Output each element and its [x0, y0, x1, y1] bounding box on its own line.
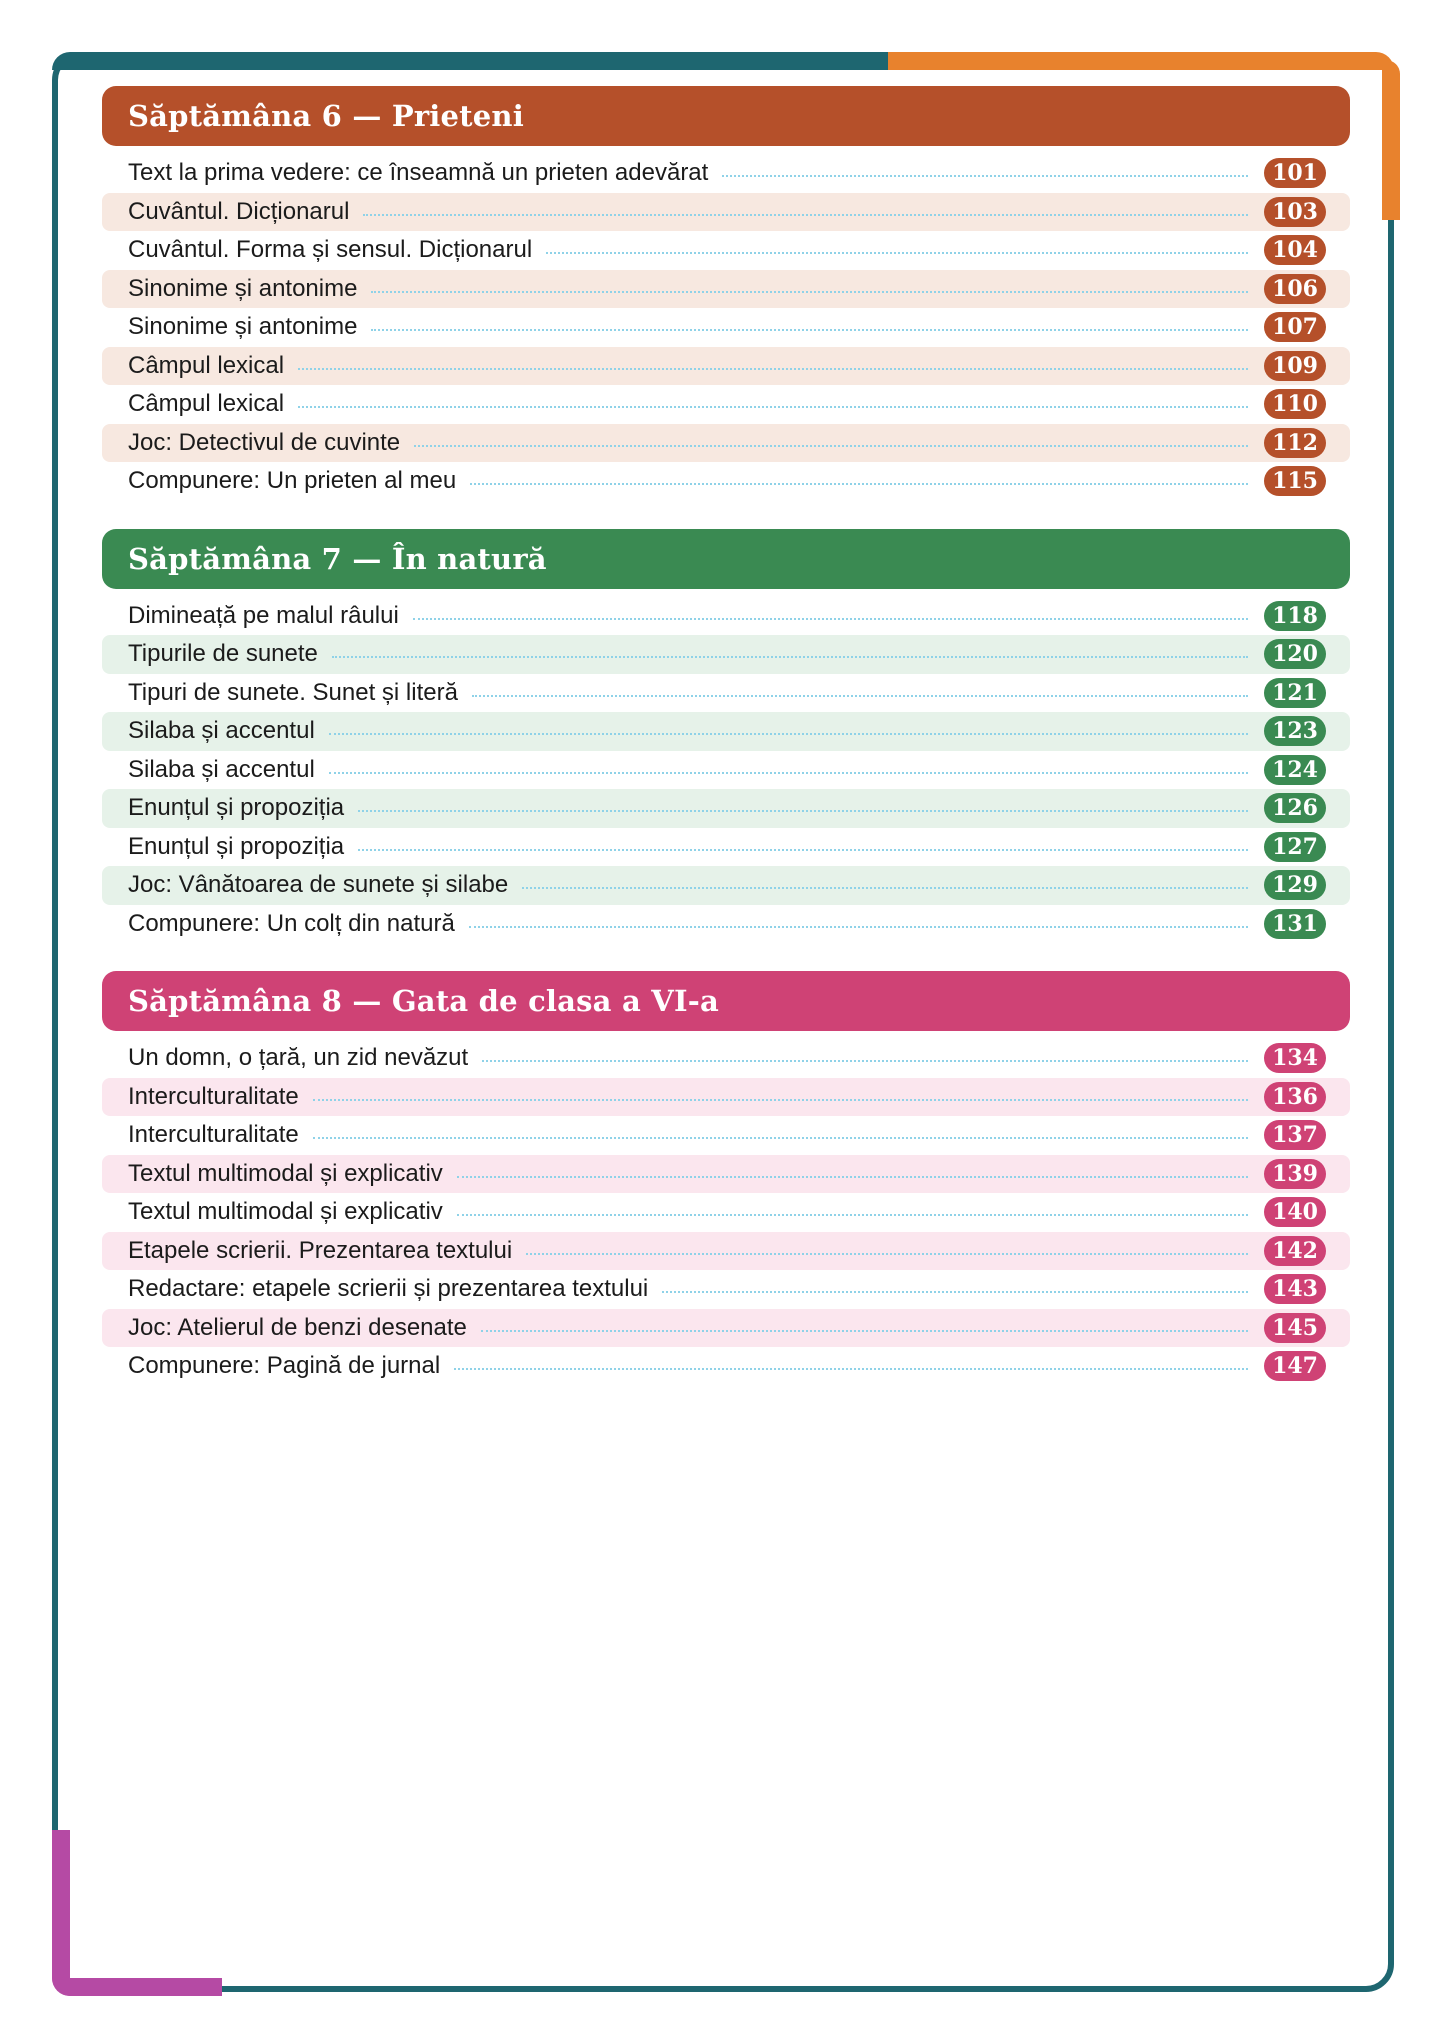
dotted-leader [413, 618, 1248, 620]
toc-entry[interactable] [102, 674, 1350, 713]
page-number-badge: 121 [1264, 678, 1326, 708]
page-number-badge: 107 [1264, 312, 1326, 342]
dotted-leader [313, 1099, 1248, 1101]
dotted-leader [332, 656, 1248, 658]
toc-entry-title: Câmpul lexical [128, 351, 285, 379]
toc-entry-title: Interculturalitate [128, 1082, 299, 1110]
page-number-badge: 129 [1264, 870, 1326, 900]
dotted-leader [522, 887, 1248, 889]
toc-entry[interactable] [102, 270, 1350, 309]
toc-entry[interactable] [102, 1193, 1350, 1232]
toc-entry-title: Sinonime și antonime [128, 274, 358, 302]
page-number-badge: 112 [1264, 428, 1326, 458]
page-number-badge: 142 [1264, 1236, 1326, 1266]
toc-entry-title: Joc: Detectivul de cuvinte [128, 428, 401, 456]
page-number-badge: 103 [1264, 197, 1326, 227]
page-number-badge: 104 [1264, 235, 1326, 265]
page-number-badge: 123 [1264, 716, 1326, 746]
section-title: Săptămâna 7 — În natură [128, 541, 547, 576]
toc-entry-title: Text la prima vedere: ce înseamnă un prieten adevărat [128, 159, 709, 187]
dotted-leader [414, 445, 1248, 447]
dotted-leader [662, 1291, 1248, 1293]
section-title: Săptămâna 6 — Prieteni [128, 99, 524, 133]
toc-entry[interactable] [102, 1078, 1350, 1117]
frame-top-accent-teal [52, 52, 892, 70]
page-number-badge: 101 [1264, 158, 1326, 188]
toc-entry[interactable] [102, 385, 1350, 424]
dotted-leader [454, 1368, 1248, 1370]
dotted-leader [298, 368, 1248, 370]
dotted-leader [722, 175, 1248, 177]
dotted-leader [526, 1253, 1248, 1255]
frame-left-accent-purple [52, 1830, 70, 1996]
week-section [102, 86, 1350, 501]
toc-entry-title: Compunere: Un colț din natură [128, 909, 455, 937]
toc-entry[interactable] [102, 905, 1350, 944]
toc-entry[interactable] [102, 1116, 1350, 1155]
toc-entry-title: Tipurile de sunete [128, 640, 318, 668]
toc-entry[interactable] [102, 712, 1350, 751]
frame-bottom-accent-purple [52, 1978, 222, 1996]
page-number-badge: 134 [1264, 1043, 1326, 1073]
toc-entry-title: Joc: Atelierul de benzi desenate [128, 1313, 467, 1341]
dotted-leader [358, 849, 1248, 851]
section-title: Săptămâna 8 — Gata de clasa a VI-a [128, 984, 719, 1018]
toc-entry-title: Compunere: Un prieten al meu [128, 467, 457, 495]
dotted-leader [470, 483, 1248, 485]
dotted-leader [371, 291, 1248, 293]
page-number-badge: 143 [1264, 1274, 1326, 1304]
toc-entry[interactable] [102, 1039, 1350, 1078]
page-number-badge: 137 [1264, 1120, 1326, 1150]
page-number-badge: 106 [1264, 274, 1326, 304]
toc-entry[interactable] [102, 231, 1350, 270]
dotted-leader [298, 406, 1248, 408]
toc-entry-title: Etapele scrierii. Prezentarea textului [128, 1236, 513, 1264]
toc-entry-title: Joc: Vânătoarea de sunete și silabe [128, 871, 509, 899]
dotted-leader [457, 1214, 1248, 1216]
dotted-leader [358, 810, 1248, 812]
toc-entry[interactable] [102, 597, 1350, 636]
page-number-badge: 120 [1264, 639, 1326, 669]
page-number-badge: 127 [1264, 832, 1326, 862]
toc-entry-title: Textul multimodal și explicativ [128, 1159, 443, 1187]
dotted-leader [457, 1176, 1248, 1178]
toc-entry[interactable] [102, 347, 1350, 386]
dotted-leader [481, 1330, 1248, 1332]
page-number-badge: 126 [1264, 793, 1326, 823]
toc-entry[interactable] [102, 866, 1350, 905]
frame-right-accent-orange [1382, 60, 1400, 220]
page-number-badge: 110 [1264, 389, 1326, 419]
toc-entry[interactable] [102, 308, 1350, 347]
toc-entry[interactable] [102, 828, 1350, 867]
section-items [102, 1039, 1350, 1386]
week-section [102, 529, 1350, 944]
table-of-contents [102, 86, 1350, 1414]
page-number-badge: 147 [1264, 1351, 1326, 1381]
frame-top-accent-orange [888, 52, 1394, 70]
section-header [102, 86, 1350, 146]
dotted-leader [472, 695, 1248, 697]
dotted-leader [482, 1060, 1248, 1062]
toc-entry[interactable] [102, 1270, 1350, 1309]
section-header [102, 529, 1350, 589]
toc-entry-title: Enunțul și propoziția [128, 832, 345, 860]
page-number-badge: 109 [1264, 351, 1326, 381]
toc-entry-title: Cuvântul. Dicționarul [128, 197, 350, 225]
toc-entry-title: Dimineață pe malul râului [128, 601, 399, 629]
page-number-badge: 115 [1264, 466, 1326, 496]
toc-entry-title: Textul multimodal și explicativ [128, 1198, 443, 1226]
toc-entry[interactable] [102, 635, 1350, 674]
dotted-leader [363, 214, 1248, 216]
section-items [102, 597, 1350, 944]
toc-entry[interactable] [102, 789, 1350, 828]
toc-entry-title: Redactare: etapele scrierii și prezentarea textului [128, 1275, 649, 1303]
section-header [102, 971, 1350, 1031]
toc-entry[interactable] [102, 1347, 1350, 1386]
section-items [102, 154, 1350, 501]
week-section [102, 971, 1350, 1386]
toc-entry-title: Silaba și accentul [128, 755, 315, 783]
toc-entry-title: Sinonime și antonime [128, 313, 358, 341]
toc-entry[interactable] [102, 193, 1350, 232]
page-number-badge: 118 [1264, 601, 1326, 631]
toc-entry[interactable] [102, 1309, 1350, 1348]
page-number-badge: 124 [1264, 755, 1326, 785]
toc-entry-title: Câmpul lexical [128, 390, 285, 418]
dotted-leader [469, 926, 1248, 928]
toc-entry[interactable] [102, 1232, 1350, 1271]
dotted-leader [329, 733, 1248, 735]
toc-entry-title: Tipuri de sunete. Sunet și literă [128, 678, 458, 706]
dotted-leader [371, 329, 1248, 331]
toc-entry-title: Compunere: Pagină de jurnal [128, 1352, 441, 1380]
toc-entry-title: Cuvântul. Forma și sensul. Dicționarul [128, 236, 533, 264]
dotted-leader [546, 252, 1248, 254]
toc-entry-title: Silaba și accentul [128, 717, 315, 745]
toc-entry-title: Interculturalitate [128, 1121, 299, 1149]
toc-entry-title: Un domn, o țară, un zid nevăzut [128, 1044, 469, 1072]
dotted-leader [313, 1137, 1248, 1139]
toc-entry[interactable] [102, 1155, 1350, 1194]
page-number-badge: 139 [1264, 1159, 1326, 1189]
page-number-badge: 131 [1264, 909, 1326, 939]
toc-entry[interactable] [102, 154, 1350, 193]
page-number-badge: 140 [1264, 1197, 1326, 1227]
toc-entry-title: Enunțul și propoziția [128, 794, 345, 822]
page-number-badge: 136 [1264, 1082, 1326, 1112]
dotted-leader [329, 772, 1248, 774]
toc-entry[interactable] [102, 462, 1350, 501]
toc-entry[interactable] [102, 751, 1350, 790]
toc-entry[interactable] [102, 424, 1350, 463]
page-number-badge: 145 [1264, 1313, 1326, 1343]
